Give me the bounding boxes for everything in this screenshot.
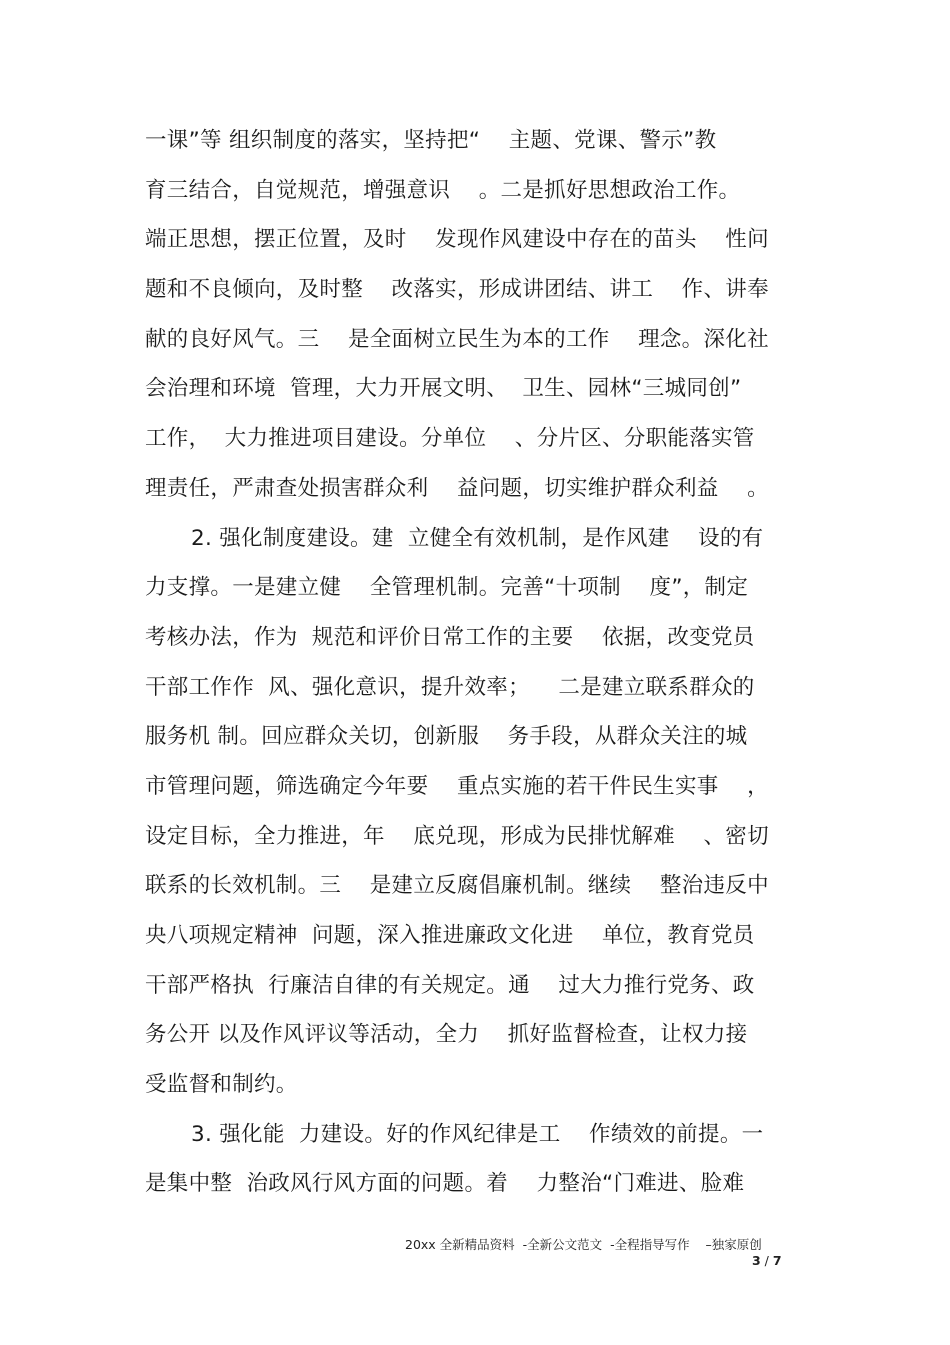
text-line: 献的良好风气。三 是全面树立民生为本的工作 理念。深化社	[145, 326, 769, 352]
text-line: 务公开 以及作风评议等活动，全力 抓好监督检查，让权力接	[145, 1022, 748, 1048]
page-separator: /	[760, 1253, 773, 1268]
text-line: 考核办法，作为 规范和评价日常工作的主要 依据，改变党员	[145, 624, 755, 650]
text-line: 工作， 大力推进项目建设。分单位 、分片区、分职能落实管	[145, 426, 755, 452]
document-body	[145, 121, 815, 1214]
footer-text: 20xx 全新精品资料 -全新公文范文 -全程指导写作 –独家原创	[405, 1237, 762, 1252]
text-line: 服务机 制。回应群众关切，创新服 务手段，从群众关注的城	[145, 724, 748, 750]
text-line: 央八项规定精神 问题，深入推进廉政文化进 单位，教育党员	[145, 923, 755, 948]
page-current: 3	[752, 1253, 761, 1268]
page-number	[752, 1253, 782, 1268]
text-line: 设定目标，全力推进，年 底兑现，形成为民排忧解难 、密切	[145, 823, 769, 849]
text-line: 是集中整 治政风行风方面的问题。着 力整治“门难进、脸难	[145, 1171, 745, 1197]
text-line: 干部工作作 风、强化意识，提升效率； 二是建立联系群众的	[145, 674, 755, 700]
text-line: 联系的长效机制。三 是建立反腐倡廉机制。继续 整治违反中	[145, 873, 769, 899]
page-total: 7	[772, 1253, 782, 1268]
text-line: 干部严格执 行廉洁自律的有关规定。通 过大力推行党务、政	[145, 972, 755, 998]
text-line: 理责任，严肃查处损害群众利 益问题，切实维护群众利益 。	[145, 475, 769, 501]
text-line: 端正思想，摆正位置，及时 发现作风建设中存在的苗头 性问	[145, 227, 769, 253]
text-line: 一课”等 组织制度的落实，坚持把“ 主题、党课、警示”教	[145, 128, 717, 153]
text-line: 3. 强化能 力建设。好的作风纪律是工 作绩效的前提。一	[191, 1121, 764, 1147]
text-line: 受监督和制约。	[145, 1072, 298, 1098]
text-line: 市管理问题，筛选确定今年要 重点实施的若干件民生实事 ，	[145, 773, 769, 799]
text-line: 会治理和环境 管理，大力开展文明、 卫生、园林“三城同创”	[145, 376, 742, 402]
text-line: 力支撑。一是建立健 全管理机制。完善“十项制 度”，制定	[145, 575, 749, 601]
text-line: 2. 强化制度建设。建 立健全有效机制，是作风建 设的有	[191, 525, 764, 551]
text-line: 题和不良倾向，及时整 改落实，形成讲团结、讲工 作、讲奉	[145, 277, 769, 303]
text-line: 育三结合，自觉规范，增强意识 。二是抓好思想政治工作。	[145, 177, 741, 203]
